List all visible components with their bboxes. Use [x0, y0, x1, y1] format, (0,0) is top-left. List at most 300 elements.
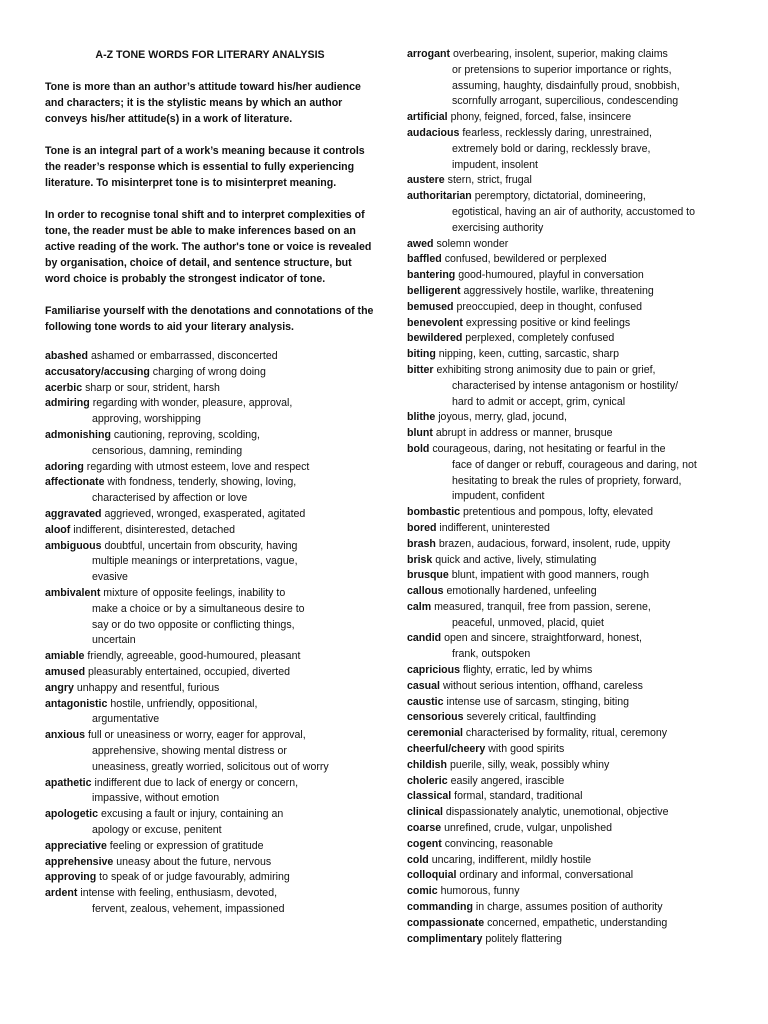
- tone-word-entry: [407, 837, 747, 853]
- entry-first-line: [407, 537, 747, 553]
- entry-continuation-line: [407, 616, 747, 632]
- tone-word-definition: concerned, empathetic, understanding: [487, 916, 668, 929]
- tone-word-term: baffled: [407, 253, 442, 266]
- entry-first-line: [407, 884, 747, 900]
- tone-word-term: ceremonial: [407, 727, 463, 740]
- tone-word-definition: excusing a fault or injury, containing an: [100, 808, 284, 821]
- tone-word-definition: extremely bold or daring, recklessly brave,: [452, 142, 651, 155]
- tone-word-entry: [407, 316, 747, 332]
- entry-first-line: [407, 789, 747, 805]
- tone-word-definition: impudent, confident: [452, 490, 545, 503]
- tone-word-definition: peaceful, unmoved, placid, quiet: [452, 616, 604, 629]
- tone-word-entry: [45, 697, 375, 729]
- entry-continuation-line: [407, 221, 747, 237]
- tone-word-definition: characterised by affection or love: [92, 492, 248, 505]
- tone-word-definition: charging of wrong doing: [152, 365, 266, 378]
- tone-word-definition: intense with feeling, enthusiasm, devoted,: [80, 887, 278, 900]
- tone-word-term: brash: [407, 537, 436, 550]
- entry-first-line: [407, 837, 747, 853]
- entry-first-line: [407, 300, 747, 316]
- tone-word-term: bewildered: [407, 332, 463, 345]
- tone-word-definition: severely critical, faultfinding: [466, 711, 597, 724]
- tone-word-definition: courageous, daring, not hesitating or fearful in the: [432, 442, 666, 455]
- entry-first-line: [407, 916, 747, 932]
- tone-word-term: austere: [407, 174, 445, 187]
- tone-word-term: blithe: [407, 411, 436, 424]
- tone-word-definition: convincing, reasonable: [444, 837, 554, 850]
- tone-word-term: admonishing: [45, 428, 111, 441]
- entry-continuation-line: [45, 570, 375, 586]
- entry-first-line: [45, 475, 375, 491]
- tone-word-term: commanding: [407, 901, 473, 914]
- tone-word-entry: [45, 428, 375, 460]
- tone-word-entry: [407, 853, 747, 869]
- tone-word-term: anxious: [45, 729, 86, 742]
- entry-first-line: [407, 758, 747, 774]
- tone-word-definition: measured, tranquil, free from passion, serene,: [434, 600, 651, 613]
- entry-first-line: [407, 600, 747, 616]
- tone-word-definition: assuming, haughty, disdainfully proud, snobbish,: [452, 79, 680, 92]
- entry-first-line: [407, 663, 747, 679]
- tone-word-term: aggravated: [45, 507, 102, 520]
- tone-word-definition: face of danger or rebuff, courageous and daring, not: [452, 458, 697, 471]
- tone-word-entry: [407, 347, 747, 363]
- tone-word-definition: ashamed or embarrassed, disconcerted: [90, 350, 278, 362]
- tone-word-term: apprehensive: [45, 855, 114, 868]
- tone-word-definition: uneasy about the future, nervous: [116, 855, 272, 868]
- tone-word-term: clinical: [407, 806, 443, 819]
- entry-continuation-line: [45, 760, 375, 776]
- tone-word-entry: [407, 252, 747, 268]
- tone-word-definition: aggressively hostile, warlike, threatening: [463, 284, 654, 297]
- tone-word-term: appreciative: [45, 839, 107, 852]
- tone-word-term: angry: [45, 681, 74, 694]
- tone-word-entry: [407, 331, 747, 347]
- tone-word-entry: [407, 568, 747, 584]
- tone-word-term: censorious: [407, 711, 464, 724]
- tone-word-entry: [45, 807, 375, 839]
- tone-word-entry: [407, 537, 747, 553]
- tone-word-entry: [45, 539, 375, 586]
- entry-continuation-line: [407, 647, 747, 663]
- tone-word-definition: frank, outspoken: [452, 648, 531, 661]
- tone-word-list-left: [45, 349, 375, 918]
- entry-first-line: [45, 728, 375, 744]
- entry-continuation-line: [45, 491, 375, 507]
- tone-word-term: brisk: [407, 553, 433, 566]
- tone-word-term: amused: [45, 665, 86, 678]
- tone-word-term: acerbic: [45, 381, 83, 394]
- entry-continuation-line: [407, 142, 747, 158]
- tone-word-entry: [45, 776, 375, 808]
- entry-first-line: [45, 428, 375, 444]
- tone-word-entry: [45, 681, 375, 697]
- tone-word-term: adoring: [45, 460, 84, 473]
- entry-first-line: [45, 855, 375, 871]
- tone-word-entry: [407, 505, 747, 521]
- tone-word-definition: phony, feigned, forced, false, insincere: [450, 111, 632, 124]
- tone-word-entry: [407, 774, 747, 790]
- entry-first-line: [45, 665, 375, 681]
- tone-word-definition: full or uneasiness or worry, eager for approval,: [88, 729, 306, 742]
- tone-word-definition: regarding with utmost esteem, love and respect: [86, 460, 310, 473]
- tone-word-definition: flighty, erratic, led by whims: [462, 664, 593, 677]
- tone-word-entry: [407, 521, 747, 537]
- entry-continuation-line: [407, 205, 747, 221]
- entry-first-line: [45, 586, 375, 602]
- tone-word-definition: make a choice or by a simultaneous desire to: [92, 602, 305, 615]
- entry-continuation-line: [45, 823, 375, 839]
- tone-word-definition: joyous, merry, glad, jocund,: [438, 411, 567, 424]
- entry-first-line: [407, 347, 747, 363]
- tone-word-term: aloof: [45, 523, 71, 536]
- tone-word-entry: [45, 586, 375, 649]
- tone-word-term: affectionate: [45, 476, 105, 489]
- tone-word-term: awed: [407, 237, 434, 250]
- tone-word-definition: hostile, unfriendly, oppositional,: [110, 697, 258, 710]
- tone-word-definition: humorous, funny: [440, 885, 520, 898]
- tone-word-entry: [407, 789, 747, 805]
- tone-word-definition: exercising authority: [452, 221, 544, 234]
- entry-continuation-line: [407, 158, 747, 174]
- entry-first-line: [45, 396, 375, 412]
- tone-word-definition: pleasurably entertained, occupied, diverted: [88, 665, 291, 678]
- entry-continuation-line: [45, 554, 375, 570]
- tone-word-definition: mixture of opposite feelings, inability to: [103, 586, 286, 599]
- entry-first-line: [407, 900, 747, 916]
- entry-first-line: [45, 349, 375, 365]
- tone-word-definition: pretentious and pompous, lofty, elevated: [462, 506, 653, 519]
- entry-first-line: [407, 695, 747, 711]
- tone-word-entry: [407, 47, 747, 110]
- tone-word-entry: [45, 460, 375, 476]
- tone-word-term: admiring: [45, 397, 90, 410]
- tone-word-definition: uncaring, indifferent, mildly hostile: [431, 853, 592, 866]
- tone-word-definition: easily angered, irascible: [450, 774, 565, 787]
- tone-word-term: cogent: [407, 837, 442, 850]
- tone-word-term: bemused: [407, 300, 454, 313]
- tone-word-entry: [407, 742, 747, 758]
- tone-word-entry: [407, 363, 747, 410]
- tone-word-definition: censorious, damning, reminding: [92, 444, 243, 457]
- tone-word-definition: egotistical, having an air of authority, accustomed to: [452, 205, 696, 218]
- tone-word-definition: to speak of or judge favourably, admiring: [99, 871, 290, 884]
- entry-continuation-line: [45, 444, 375, 460]
- tone-word-definition: indifferent, uninterested: [439, 521, 550, 534]
- tone-word-term: bantering: [407, 269, 456, 282]
- entry-first-line: [407, 110, 747, 126]
- tone-word-definition: hard to admit or accept, grim, cynical: [452, 395, 626, 408]
- entry-continuation-line: [407, 379, 747, 395]
- entry-first-line: [407, 442, 747, 458]
- tone-word-definition: characterised by intense antagonism or hostility/: [452, 379, 679, 392]
- tone-word-entry: [45, 886, 375, 918]
- entry-first-line: [407, 47, 747, 63]
- tone-word-definition: characterised by formality, ritual, ceremony: [465, 727, 668, 740]
- entry-continuation-line: [407, 94, 747, 110]
- entry-continuation-line: [407, 489, 747, 505]
- tone-word-entry: [407, 821, 747, 837]
- tone-word-definition: in charge, assumes position of authority: [475, 901, 663, 914]
- tone-word-entry: [45, 381, 375, 397]
- entry-first-line: [45, 381, 375, 397]
- tone-word-term: cold: [407, 853, 429, 866]
- tone-word-entry: [407, 584, 747, 600]
- tone-word-entry: [407, 189, 747, 236]
- tone-word-definition: regarding with wonder, pleasure, approval,: [92, 397, 293, 410]
- tone-word-term: approving: [45, 871, 97, 884]
- entry-first-line: [407, 410, 747, 426]
- tone-word-definition: intense use of sarcasm, stinging, biting: [446, 695, 630, 708]
- entry-continuation-line: [45, 712, 375, 728]
- tone-word-entry: [407, 110, 747, 126]
- tone-word-term: brusque: [407, 569, 449, 582]
- entry-first-line: [407, 189, 747, 205]
- tone-word-definition: argumentative: [92, 713, 160, 726]
- entry-first-line: [407, 868, 747, 884]
- tone-word-definition: ordinary and informal, conversational: [459, 869, 634, 882]
- tone-word-definition: without serious intention, offhand, careless: [442, 679, 643, 692]
- tone-word-term: accusatory/accusing: [45, 365, 150, 378]
- tone-word-definition: apology or excuse, penitent: [92, 823, 222, 836]
- tone-word-entry: [45, 728, 375, 775]
- entry-first-line: [407, 426, 747, 442]
- tone-word-term: blunt: [407, 427, 433, 440]
- tone-word-term: bombastic: [407, 506, 460, 519]
- tone-word-term: bored: [407, 521, 437, 534]
- tone-word-entry: [407, 173, 747, 189]
- tone-word-definition: cautioning, reproving, scolding,: [113, 428, 260, 441]
- tone-word-definition: overbearing, insolent, superior, making claims: [452, 48, 668, 60]
- tone-word-term: artificial: [407, 111, 448, 124]
- tone-word-definition: stern, strict, frugal: [447, 174, 532, 187]
- tone-word-entry: [45, 855, 375, 871]
- tone-word-definition: blunt, impatient with good manners, rough: [451, 569, 650, 582]
- entry-first-line: [407, 126, 747, 142]
- tone-word-entry: [45, 365, 375, 381]
- tone-word-term: ambiguous: [45, 539, 102, 552]
- entry-first-line: [407, 331, 747, 347]
- left-column: [45, 47, 375, 918]
- tone-word-definition: apprehensive, showing mental distress or: [92, 744, 287, 757]
- entry-first-line: [407, 173, 747, 189]
- tone-word-term: amiable: [45, 650, 85, 663]
- entry-continuation-line: [407, 395, 747, 411]
- tone-word-term: arrogant: [407, 48, 450, 60]
- tone-word-definition: friendly, agreeable, good-humoured, pleasant: [87, 650, 301, 663]
- tone-word-term: bold: [407, 442, 430, 455]
- entry-first-line: [407, 631, 747, 647]
- tone-word-term: colloquial: [407, 869, 457, 882]
- tone-word-definition: unhappy and resentful, furious: [76, 681, 220, 694]
- tone-word-entry: [407, 758, 747, 774]
- tone-word-entry: [45, 396, 375, 428]
- tone-word-entry: [45, 507, 375, 523]
- tone-word-definition: open and sincere, straightforward, honest,: [444, 632, 642, 645]
- entry-first-line: [45, 460, 375, 476]
- tone-word-definition: exhibiting strong animosity due to pain or grief,: [436, 363, 656, 376]
- tone-word-definition: perplexed, completely confused: [465, 332, 615, 345]
- entry-continuation-line: [407, 63, 747, 79]
- tone-word-entry: [45, 475, 375, 507]
- tone-word-entry: [45, 839, 375, 855]
- tone-word-entry: [407, 900, 747, 916]
- entry-continuation-line: [45, 791, 375, 807]
- tone-word-term: ardent: [45, 887, 78, 900]
- tone-word-entry: [407, 442, 747, 505]
- tone-word-entry: [407, 916, 747, 932]
- tone-word-term: caustic: [407, 695, 444, 708]
- tone-word-term: abashed: [45, 350, 88, 362]
- tone-word-entry: [45, 665, 375, 681]
- tone-word-definition: emotionally hardened, unfeeling: [446, 585, 597, 598]
- tone-word-term: calm: [407, 600, 432, 613]
- tone-word-definition: dispassionately analytic, unemotional, objective: [445, 806, 669, 819]
- tone-word-entry: [407, 237, 747, 253]
- tone-word-term: callous: [407, 585, 444, 598]
- entry-first-line: [407, 710, 747, 726]
- entry-continuation-line: [45, 602, 375, 618]
- entry-first-line: [407, 584, 747, 600]
- document-title: A-Z TONE WORDS FOR LITERARY ANALYSIS: [95, 49, 325, 61]
- tone-word-term: candid: [407, 632, 442, 645]
- tone-word-definition: solemn wonder: [436, 237, 509, 250]
- tone-word-entry: [45, 349, 375, 365]
- entry-continuation-line: [45, 744, 375, 760]
- entry-first-line: [407, 726, 747, 742]
- tone-word-definition: expressing positive or kind feelings: [465, 316, 631, 329]
- entry-first-line: [407, 853, 747, 869]
- entry-first-line: [407, 237, 747, 253]
- tone-word-entry: [407, 726, 747, 742]
- entry-first-line: [45, 649, 375, 665]
- tone-word-entry: [407, 553, 747, 569]
- entry-first-line: [407, 252, 747, 268]
- entry-continuation-line: [45, 618, 375, 634]
- tone-word-definition: multiple meanings or interpretations, vague,: [92, 555, 298, 568]
- entry-first-line: [45, 523, 375, 539]
- tone-word-entry: [407, 426, 747, 442]
- tone-word-list-right: [407, 47, 747, 947]
- tone-word-definition: uneasiness, greatly worried, solicitous out of worry: [92, 760, 329, 773]
- entry-continuation-line: [45, 633, 375, 649]
- tone-word-entry: [407, 663, 747, 679]
- tone-word-term: audacious: [407, 126, 460, 139]
- tone-word-definition: or pretensions to superior importance or rights,: [452, 63, 672, 76]
- tone-word-term: apathetic: [45, 776, 92, 789]
- tone-word-entry: [45, 523, 375, 539]
- tone-word-definition: uncertain: [92, 634, 136, 647]
- entry-first-line: [407, 774, 747, 790]
- tone-word-entry: [407, 932, 747, 948]
- tone-word-term: compassionate: [407, 916, 485, 929]
- entry-first-line: [407, 363, 747, 379]
- tone-word-term: coarse: [407, 822, 442, 835]
- tone-word-definition: sharp or sour, strident, harsh: [85, 381, 220, 394]
- entry-first-line: [407, 679, 747, 695]
- tone-word-definition: nipping, keen, cutting, sarcastic, sharp: [438, 348, 619, 361]
- tone-word-entry: [407, 600, 747, 632]
- tone-word-definition: with good spirits: [488, 743, 565, 756]
- tone-word-term: capricious: [407, 664, 460, 677]
- entry-first-line: [407, 805, 747, 821]
- intro-paragraph: Familiarise yourself with the denotations and connotations of the following tone words to aid your literary analysis.: [45, 305, 374, 333]
- tone-word-entry: [407, 300, 747, 316]
- tone-word-definition: scornfully arrogant, supercilious, condescending: [452, 95, 679, 108]
- right-column: [407, 47, 747, 947]
- tone-word-term: cheerful/cheery: [407, 743, 486, 756]
- tone-word-definition: unrefined, crude, vulgar, unpolished: [444, 822, 612, 835]
- entry-first-line: [45, 681, 375, 697]
- tone-word-entry: [407, 268, 747, 284]
- tone-word-definition: approving, worshipping: [92, 413, 201, 426]
- tone-word-term: apologetic: [45, 808, 98, 821]
- intro-paragraph: Tone is more than an author’s attitude toward his/her audience and characters; it is the stylistic means by which an author conveys his/her attitude(s) in a work of literature.: [45, 81, 361, 125]
- tone-word-definition: say or do two opposite or conflicting things,: [92, 618, 295, 631]
- tone-word-term: classical: [407, 790, 452, 803]
- entry-first-line: [45, 807, 375, 823]
- tone-word-entry: [407, 695, 747, 711]
- tone-word-definition: peremptory, dictatorial, domineering,: [474, 190, 646, 203]
- intro-paragraph: Tone is an integral part of a work’s meaning because it controls the reader’s response which is essential to fully experiencing literature. To misinterpret tone is to misinterpret meaning.: [45, 145, 365, 189]
- tone-word-definition: brazen, audacious, forward, insolent, rude, uppity: [438, 537, 671, 550]
- tone-word-definition: hesitating to break the rules of propriety, forward,: [452, 474, 682, 487]
- tone-word-definition: indifferent due to lack of energy or concern,: [94, 776, 299, 789]
- tone-word-term: antagonistic: [45, 697, 108, 710]
- entry-first-line: [45, 365, 375, 381]
- tone-word-definition: good-humoured, playful in conversation: [458, 269, 644, 282]
- tone-word-definition: evasive: [92, 571, 128, 584]
- intro-paragraph: In order to recognise tonal shift and to interpret complexities of tone, the reader must be able to make inferences based on an active reading of the work. The author's tone or voice is revealed by organisation, choice of detail, and sentence structure, but word choice is probably the strongest indicator of tone.: [45, 209, 372, 285]
- entry-first-line: [407, 268, 747, 284]
- entry-first-line: [407, 316, 747, 332]
- tone-word-term: ambivalent: [45, 586, 101, 599]
- tone-word-definition: confused, bewildered or perplexed: [444, 253, 607, 266]
- tone-word-term: benevolent: [407, 316, 463, 329]
- tone-word-definition: aggrieved, wronged, exasperated, agitated: [104, 507, 306, 520]
- entry-first-line: [45, 839, 375, 855]
- tone-word-definition: indifferent, disinterested, detached: [73, 523, 236, 536]
- tone-word-definition: formal, standard, traditional: [454, 790, 583, 803]
- tone-word-entry: [407, 884, 747, 900]
- entry-first-line: [407, 521, 747, 537]
- entry-first-line: [407, 505, 747, 521]
- tone-word-definition: feeling or expression of gratitude: [109, 839, 264, 852]
- entry-first-line: [45, 776, 375, 792]
- tone-word-definition: politely flattering: [485, 932, 562, 945]
- tone-word-term: childish: [407, 758, 448, 771]
- tone-word-term: belligerent: [407, 284, 461, 297]
- tone-word-term: comic: [407, 885, 438, 898]
- tone-word-definition: fervent, zealous, vehement, impassioned: [92, 902, 285, 915]
- tone-word-definition: impassive, without emotion: [92, 792, 220, 805]
- tone-word-entry: [45, 649, 375, 665]
- tone-word-entry: [407, 284, 747, 300]
- tone-word-term: authoritarian: [407, 190, 472, 203]
- entry-continuation-line: [407, 458, 747, 474]
- entry-first-line: [407, 821, 747, 837]
- entry-first-line: [407, 932, 747, 948]
- tone-word-entry: [407, 805, 747, 821]
- entry-first-line: [407, 568, 747, 584]
- tone-word-definition: with fondness, tenderly, showing, loving,: [107, 476, 297, 489]
- tone-word-term: biting: [407, 348, 436, 361]
- tone-word-definition: abrupt in address or manner, brusque: [435, 427, 613, 440]
- tone-word-definition: puerile, silly, weak, possibly whiny: [449, 758, 610, 771]
- tone-word-definition: impudent, insolent: [452, 158, 538, 171]
- tone-word-definition: doubtful, uncertain from obscurity, having: [104, 539, 298, 552]
- entry-first-line: [407, 553, 747, 569]
